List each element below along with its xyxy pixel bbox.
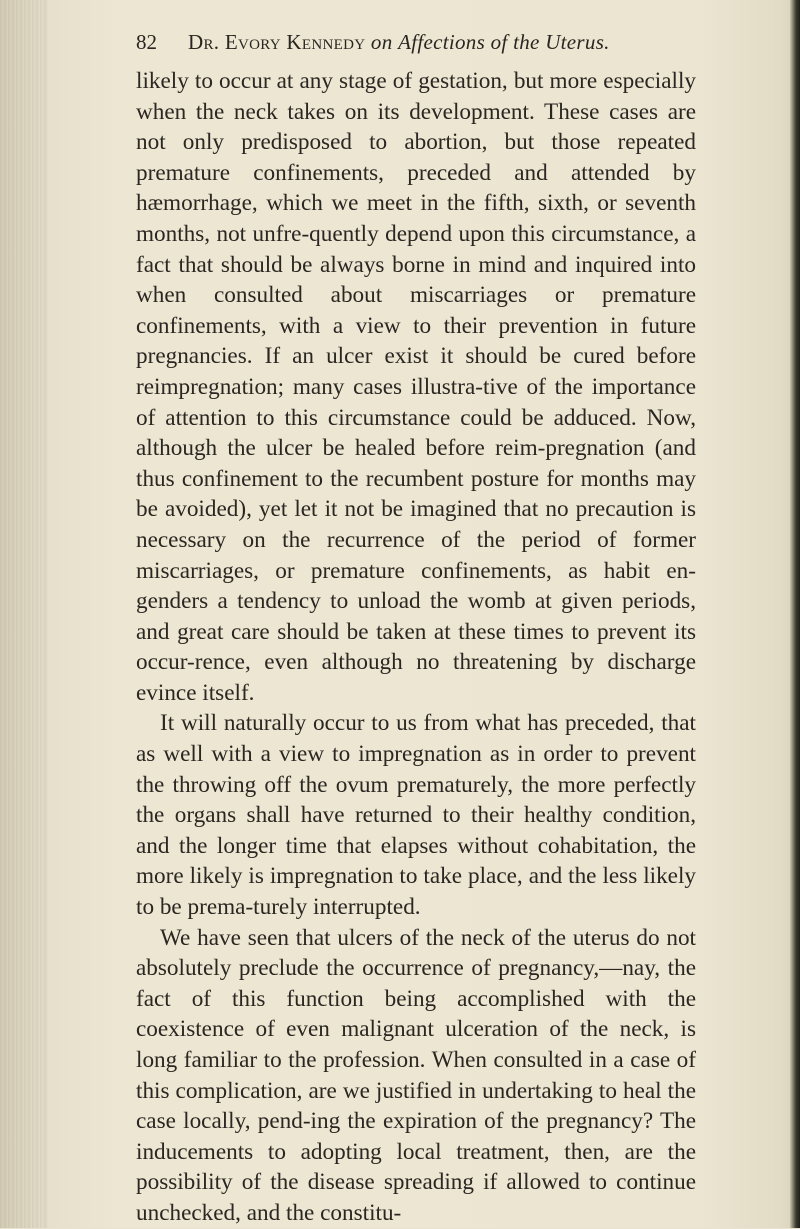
book-title: Affections of the Uterus. <box>398 30 610 54</box>
paragraph-1: likely to occur at any stage of gestation, but more especially when the neck takes on its development. These cases are not only predisposed to abortion, but those repeated premature confinements, preceded and attended by hæmorrhage, which we meet in the fifth, sixth, or seventh months, not unfre-quently depend upon this circumstance, a fact that should be always borne in mind and inquired into when consulted about miscarriages or premature confinements, with a view to their prevention in future pregnancies. If an ulcer exist it should be cured before reimpregnation; many cases illustra-tive of the importance of attention to this circumstance could be adduced. Now, although the ulcer be healed before reim-pregnation (and thus confinement to the recumbent posture for months may be avoided), yet let it not be imagined that no precaution is necessary on the recurrence of the period of former miscarriages, or premature confinements, as habit en-genders a tendency to unload the womb at given periods, and great care should be taken at these times to prevent its occur-rence, even although no threatening by discharge evince itself. <box>136 68 696 706</box>
body-text <box>136 66 696 1229</box>
running-header <box>136 30 696 62</box>
page-edge <box>790 0 800 1228</box>
page-binding-shadow <box>0 0 48 1228</box>
page-number: 82 <box>136 30 157 54</box>
running-title <box>188 30 610 55</box>
title-connector: on <box>370 30 393 54</box>
paragraph-3: We have seen that ulcers of the neck of the uterus do not absolutely preclude the occurrence of pregnancy,—nay, the fact of this function being accomplished with the coexistence of even malignant ulceration of the neck, is long familiar to the profession. When consulted in a case of this complication, are we justified in undertaking to heal the case locally, pend-ing the expiration of the pregnancy? The inducements to adopting local treatment, then, are the possibility of the disease spreading if allowed to continue unchecked, and the constitu- <box>136 924 696 1226</box>
paragraph-2: It will naturally occur to us from what has preceded, that as well with a view to impregnation as in order to prevent the throwing off the ovum prematurely, the more perfectly the organs shall have returned to their healthy condition, and the longer time that elapses without cohabitation, the more likely is impregnation to take place, and the less likely to be prema-turely interrupted. <box>136 710 696 921</box>
author-name: Dr. Evory Kennedy <box>188 30 366 54</box>
